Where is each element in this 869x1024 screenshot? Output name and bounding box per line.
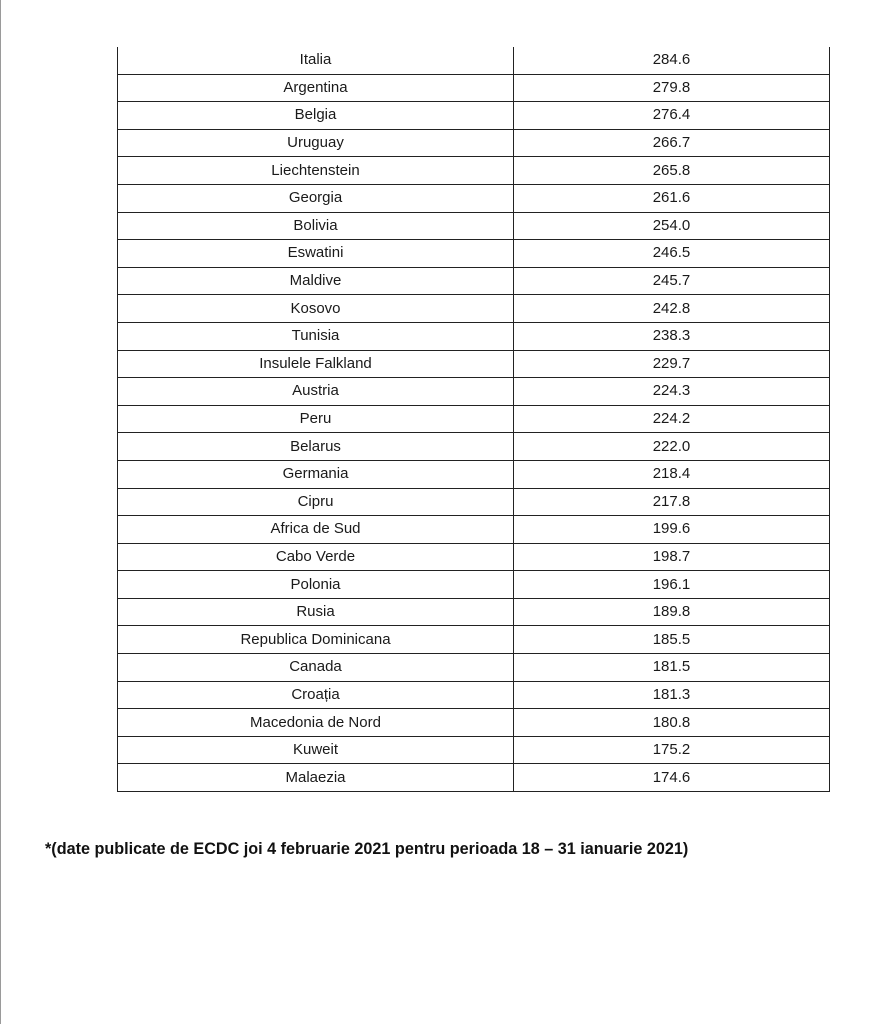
table-row <box>118 709 830 737</box>
country-cell: Maldive <box>118 267 514 295</box>
value-cell: 224.2 <box>514 405 830 433</box>
value-cell: 229.7 <box>514 350 830 378</box>
table-row <box>118 184 830 212</box>
page-edge <box>0 0 1 1024</box>
country-cell: Georgia <box>118 184 514 212</box>
table-row <box>118 681 830 709</box>
country-cell: Republica Dominicana <box>118 626 514 654</box>
country-cell: Italia <box>118 47 514 74</box>
table-row <box>118 405 830 433</box>
value-cell: 254.0 <box>514 212 830 240</box>
value-cell: 181.5 <box>514 654 830 682</box>
table-body <box>118 47 830 792</box>
table-row <box>118 129 830 157</box>
table-row <box>118 543 830 571</box>
country-cell: Kuweit <box>118 736 514 764</box>
country-cell: Cipru <box>118 488 514 516</box>
country-cell: Uruguay <box>118 129 514 157</box>
value-cell: 265.8 <box>514 157 830 185</box>
table-row <box>118 102 830 130</box>
value-cell: 266.7 <box>514 129 830 157</box>
table-row <box>118 322 830 350</box>
country-cell: Austria <box>118 378 514 406</box>
value-cell: 238.3 <box>514 322 830 350</box>
country-cell: Africa de Sud <box>118 516 514 544</box>
value-cell: 189.8 <box>514 598 830 626</box>
table-row <box>118 488 830 516</box>
value-cell: 218.4 <box>514 460 830 488</box>
table-row <box>118 74 830 102</box>
table-row <box>118 295 830 323</box>
country-cell: Bolivia <box>118 212 514 240</box>
value-cell: 245.7 <box>514 267 830 295</box>
table-row <box>118 571 830 599</box>
value-cell: 174.6 <box>514 764 830 792</box>
value-cell: 217.8 <box>514 488 830 516</box>
table-row <box>118 157 830 185</box>
table-row <box>118 598 830 626</box>
value-cell: 224.3 <box>514 378 830 406</box>
value-cell: 196.1 <box>514 571 830 599</box>
country-cell: Germania <box>118 460 514 488</box>
country-cell: Belgia <box>118 102 514 130</box>
country-cell: Rusia <box>118 598 514 626</box>
value-cell: 222.0 <box>514 433 830 461</box>
value-cell: 181.3 <box>514 681 830 709</box>
table-row <box>118 764 830 792</box>
table-row <box>118 378 830 406</box>
table-row <box>118 212 830 240</box>
country-cell: Belarus <box>118 433 514 461</box>
value-cell: 276.4 <box>514 102 830 130</box>
table-row <box>118 240 830 268</box>
country-cell: Macedonia de Nord <box>118 709 514 737</box>
value-cell: 261.6 <box>514 184 830 212</box>
table-row <box>118 267 830 295</box>
value-cell: 175.2 <box>514 736 830 764</box>
table-row <box>118 433 830 461</box>
value-cell: 199.6 <box>514 516 830 544</box>
table-row <box>118 516 830 544</box>
value-cell: 246.5 <box>514 240 830 268</box>
country-incidence-table <box>117 47 830 792</box>
country-cell: Croația <box>118 681 514 709</box>
value-cell: 279.8 <box>514 74 830 102</box>
country-cell: Eswatini <box>118 240 514 268</box>
value-cell: 180.8 <box>514 709 830 737</box>
country-cell: Tunisia <box>118 322 514 350</box>
country-cell: Malaezia <box>118 764 514 792</box>
source-footnote: *(date publicate de ECDC joi 4 februarie 2021 pentru perioada 18 – 31 ianuarie 2021) <box>45 840 689 858</box>
country-cell: Polonia <box>118 571 514 599</box>
table-row <box>118 736 830 764</box>
table-row <box>118 626 830 654</box>
value-cell: 242.8 <box>514 295 830 323</box>
country-cell: Canada <box>118 654 514 682</box>
value-cell: 185.5 <box>514 626 830 654</box>
value-cell: 198.7 <box>514 543 830 571</box>
country-cell: Cabo Verde <box>118 543 514 571</box>
country-cell: Argentina <box>118 74 514 102</box>
table-row <box>118 654 830 682</box>
table-row <box>118 350 830 378</box>
country-cell: Liechtenstein <box>118 157 514 185</box>
country-cell: Kosovo <box>118 295 514 323</box>
value-cell: 284.6 <box>514 47 830 74</box>
country-cell: Insulele Falkland <box>118 350 514 378</box>
table-row <box>118 460 830 488</box>
country-cell: Peru <box>118 405 514 433</box>
table-row <box>118 47 830 74</box>
